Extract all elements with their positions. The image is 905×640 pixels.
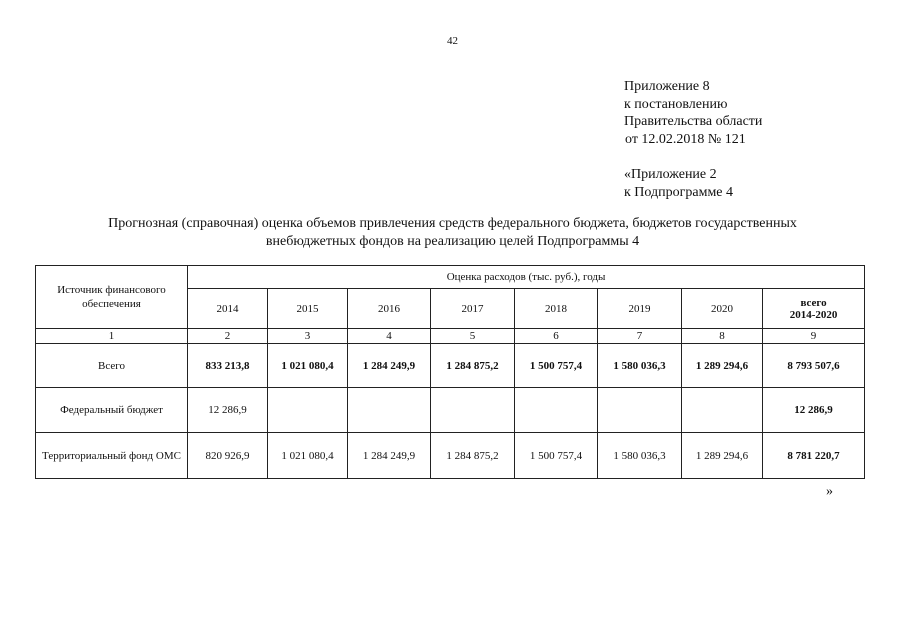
total-header-line: 2014-2020 [789, 308, 838, 321]
row-total: 8 793 507,6 [763, 344, 865, 388]
row-value: 1 500 757,4 [515, 433, 598, 479]
title-line: внебюджетных фондов на реализацию целей Подпрограммы 4 [265, 234, 640, 249]
row-value: 820 926,9 [188, 433, 268, 479]
year-header: 2015 [268, 289, 348, 329]
column-number: 6 [515, 329, 598, 344]
column-number: 8 [682, 329, 763, 344]
total-header [763, 289, 865, 329]
row-value: 1 021 080,4 [268, 344, 348, 388]
year-header: 2014 [188, 289, 268, 329]
column-number: 9 [763, 329, 865, 344]
row-value: 12 286,9 [188, 388, 268, 433]
year-header: 2018 [515, 289, 598, 329]
row-value: 1 580 036,3 [598, 433, 682, 479]
document-title [40, 215, 865, 251]
row-source: Территориальный фонд ОМС [36, 433, 188, 479]
column-number: 2 [188, 329, 268, 344]
year-header: 2016 [348, 289, 431, 329]
page-number: 42 [447, 35, 458, 47]
column-number: 5 [431, 329, 515, 344]
row-value: 1 289 294,6 [682, 433, 763, 479]
table-header-row [36, 266, 865, 289]
row-value: 1 580 036,3 [598, 344, 682, 388]
row-total: 12 286,9 [763, 388, 865, 433]
appendix-header [624, 78, 762, 201]
row-value: 1 284 249,9 [348, 433, 431, 479]
title-line: Прогнозная (справочная) оценка объемов привлечения средств федерального бюджета, бюджетов государственных [108, 216, 797, 231]
appendix-line: к Подпрограмме 4 [624, 184, 734, 200]
estimate-table [35, 265, 865, 479]
row-value [348, 388, 431, 433]
row-value [515, 388, 598, 433]
column-number: 1 [36, 329, 188, 344]
table-row-oms [36, 433, 865, 479]
appendix-line: Приложение 8 [624, 79, 710, 94]
appendix-line: «Приложение 2 [624, 167, 717, 182]
row-value: 1 284 249,9 [348, 344, 431, 388]
year-header: 2019 [598, 289, 682, 329]
year-header: 2020 [682, 289, 763, 329]
table-row-federal [36, 388, 865, 433]
column-number: 7 [598, 329, 682, 344]
row-value [431, 388, 515, 433]
appendix-line: к постановлению [624, 96, 728, 112]
row-value [268, 388, 348, 433]
row-value [598, 388, 682, 433]
column-number: 4 [348, 329, 431, 344]
row-value: 1 500 757,4 [515, 344, 598, 388]
source-header: Источник финансового обеспечения [36, 266, 188, 329]
row-value: 1 289 294,6 [682, 344, 763, 388]
table-row-total [36, 344, 865, 388]
row-total: 8 781 220,7 [763, 433, 865, 479]
appendix-spacer [624, 148, 762, 166]
row-value [682, 388, 763, 433]
column-number: 3 [268, 329, 348, 344]
closing-quote: » [826, 484, 833, 499]
appendix-line: Правительства области [624, 114, 763, 129]
row-value: 833 213,8 [188, 344, 268, 388]
row-source: Всего [36, 344, 188, 388]
row-value: 1 021 080,4 [268, 433, 348, 479]
row-source: Федеральный бюджет [36, 388, 188, 433]
total-header-line: всего [800, 296, 827, 309]
row-value: 1 284 875,2 [431, 433, 515, 479]
row-value: 1 284 875,2 [431, 344, 515, 388]
column-number-row [36, 329, 865, 344]
year-header: 2017 [431, 289, 515, 329]
appendix-line: от 12.02.2018 № 121 [625, 131, 746, 147]
estimate-header: Оценка расходов (тыс. руб.), годы [188, 266, 865, 289]
